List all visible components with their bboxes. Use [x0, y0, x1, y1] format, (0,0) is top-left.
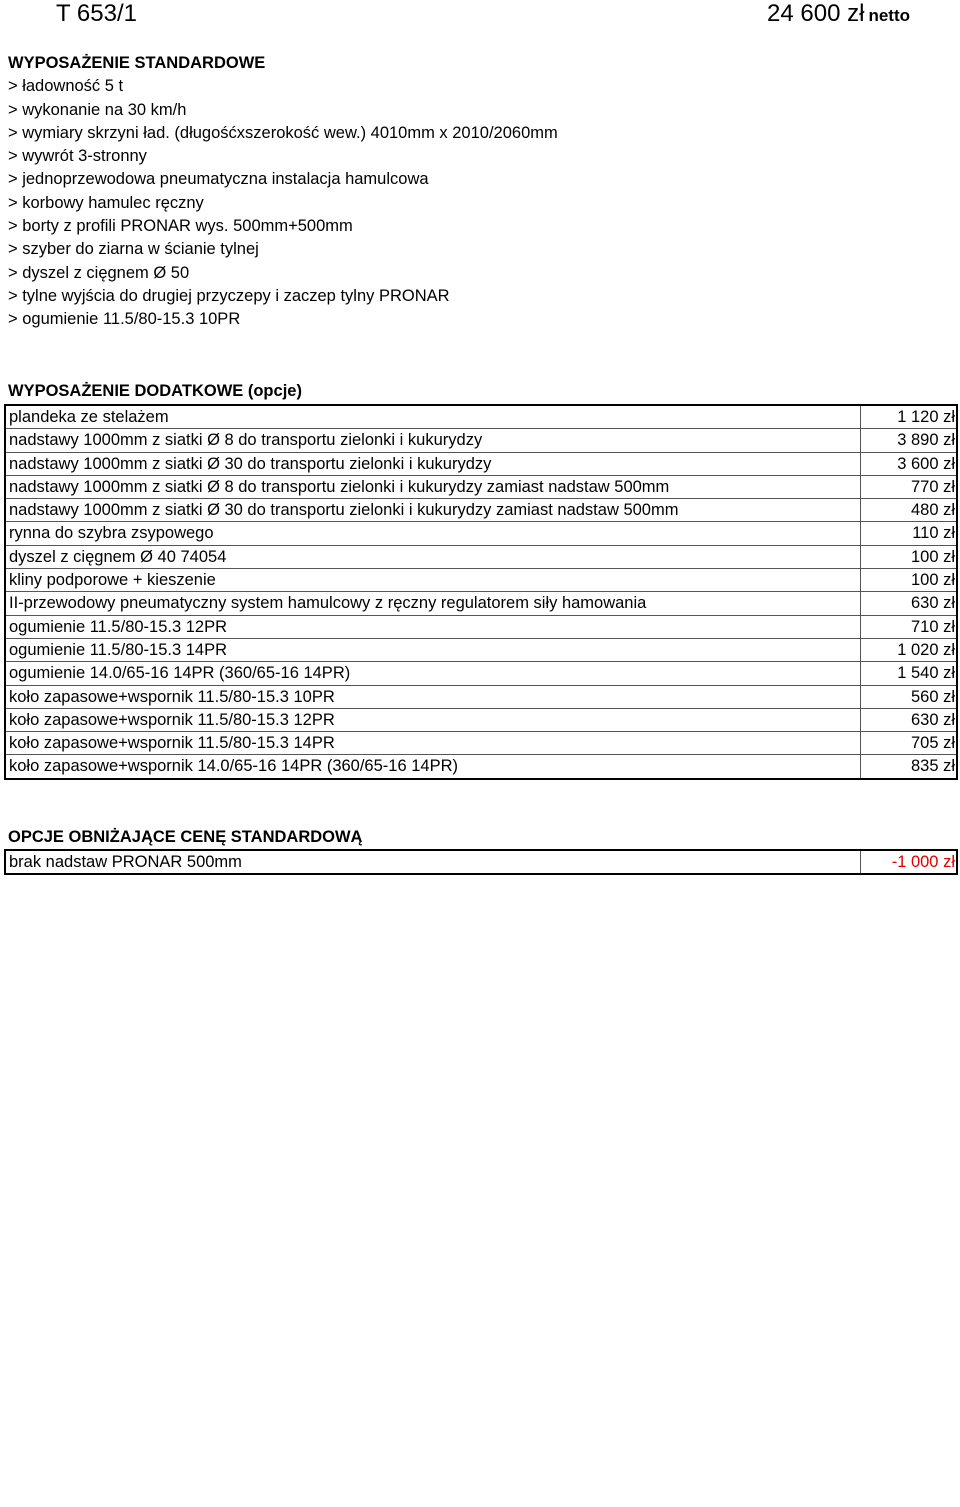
table-row — [5, 475, 957, 498]
table-row — [5, 545, 957, 568]
option-label: nadstawy 1000mm z siatki Ø 30 do transportu zielonki i kukurydzy — [5, 452, 860, 475]
option-price: 710 zł — [860, 615, 957, 638]
reduction-price: -1 000 zł — [860, 850, 957, 874]
table-row — [5, 615, 957, 638]
option-price: 705 zł — [860, 732, 957, 755]
standard-item: > borty z profili PRONAR wys. 500mm+500mm — [8, 217, 353, 236]
option-label: koło zapasowe+wspornik 11.5/80-15.3 12PR — [5, 708, 860, 731]
standard-item: > ładowność 5 t — [8, 77, 124, 96]
option-price: 100 zł — [860, 545, 957, 568]
option-label: plandeka ze stelażem — [5, 405, 860, 429]
standard-item: > wywrót 3-stronny — [8, 147, 147, 166]
option-price: 1 540 zł — [860, 662, 957, 685]
option-price: 560 zł — [860, 685, 957, 708]
reduction-label: brak nadstaw PRONAR 500mm — [5, 850, 860, 874]
option-label: nadstawy 1000mm z siatki Ø 8 do transportu zielonki i kukurydzy — [5, 429, 860, 452]
table-row — [5, 755, 957, 779]
base-price-value: 24 600 zł — [767, 0, 865, 27]
option-label: dyszel z cięgnem Ø 40 74054 — [5, 545, 860, 568]
option-label: koło zapasowe+wspornik 11.5/80-15.3 10PR — [5, 685, 860, 708]
option-price: 630 zł — [860, 708, 957, 731]
standard-item: > korbowy hamulec ręczny — [8, 193, 204, 212]
price-note: netto — [868, 6, 910, 25]
table-row — [5, 662, 957, 685]
option-label: ogumienie 14.0/65-16 14PR (360/65-16 14PR) — [5, 662, 860, 685]
option-price: 835 zł — [860, 755, 957, 779]
standard-item: > wykonanie na 30 km/h — [8, 100, 187, 119]
option-price: 3 600 zł — [860, 452, 957, 475]
standard-equipment-title: WYPOSAŻENIE STANDARDOWE — [8, 54, 266, 72]
option-label: ogumienie 11.5/80-15.3 14PR — [5, 638, 860, 661]
table-row — [5, 592, 957, 615]
table-row — [5, 569, 957, 592]
standard-item: > szyber do ziarna w ścianie tylnej — [8, 240, 259, 259]
table-row — [5, 452, 957, 475]
table-row — [5, 429, 957, 452]
table-row — [5, 405, 957, 429]
option-label: koło zapasowe+wspornik 11.5/80-15.3 14PR — [5, 732, 860, 755]
option-label: kliny podporowe + kieszenie — [5, 569, 860, 592]
table-row — [5, 685, 957, 708]
options-title: WYPOSAŻENIE DODATKOWE (opcje) — [8, 382, 302, 400]
option-label: nadstawy 1000mm z siatki Ø 8 do transportu zielonki i kukurydzy zamiast nadstaw 500mm — [5, 475, 860, 498]
option-price: 1 120 zł — [860, 405, 957, 429]
reductions-table — [4, 849, 958, 875]
option-price: 110 zł — [860, 522, 957, 545]
standard-item: > wymiary skrzyni ład. (długośćxszerokość wew.) 4010mm x 2010/2060mm — [8, 123, 558, 142]
option-label: nadstawy 1000mm z siatki Ø 30 do transportu zielonki i kukurydzy zamiast nadstaw 500mm — [5, 499, 860, 522]
table-row — [5, 638, 957, 661]
reductions-title: OPCJE OBNIŻAJĄCE CENĘ STANDARDOWĄ — [8, 828, 363, 846]
options-table — [4, 404, 958, 780]
table-row — [5, 850, 957, 874]
option-label: koło zapasowe+wspornik 14.0/65-16 14PR (360/65-16 14PR) — [5, 755, 860, 779]
standard-equipment — [8, 52, 558, 332]
table-row — [5, 708, 957, 731]
option-label: rynna do szybra zsypowego — [5, 522, 860, 545]
table-row — [5, 499, 957, 522]
base-price — [767, 0, 910, 30]
standard-item: > dyszel z cięgnem Ø 50 — [8, 263, 190, 282]
option-price: 1 020 zł — [860, 638, 957, 661]
standard-item: > tylne wyjścia do drugiej przyczepy i zaczep tylny PRONAR — [8, 286, 450, 305]
option-label: ogumienie 11.5/80-15.3 12PR — [5, 615, 860, 638]
standard-item: > jednoprzewodowa pneumatyczna instalacja hamulcowa — [8, 170, 429, 189]
standard-item: > ogumienie 11.5/80-15.3 10PR — [8, 310, 241, 329]
option-price: 100 zł — [860, 569, 957, 592]
option-price: 480 zł — [860, 499, 957, 522]
table-row — [5, 732, 957, 755]
option-price: 630 zł — [860, 592, 957, 615]
table-row — [5, 522, 957, 545]
option-price: 3 890 zł — [860, 429, 957, 452]
model-name: T 653/1 — [56, 0, 137, 27]
price-header — [0, 0, 960, 30]
option-price: 770 zł — [860, 475, 957, 498]
option-label: II-przewodowy pneumatyczny system hamulcowy z ręczny regulatorem siły hamowania — [5, 592, 860, 615]
